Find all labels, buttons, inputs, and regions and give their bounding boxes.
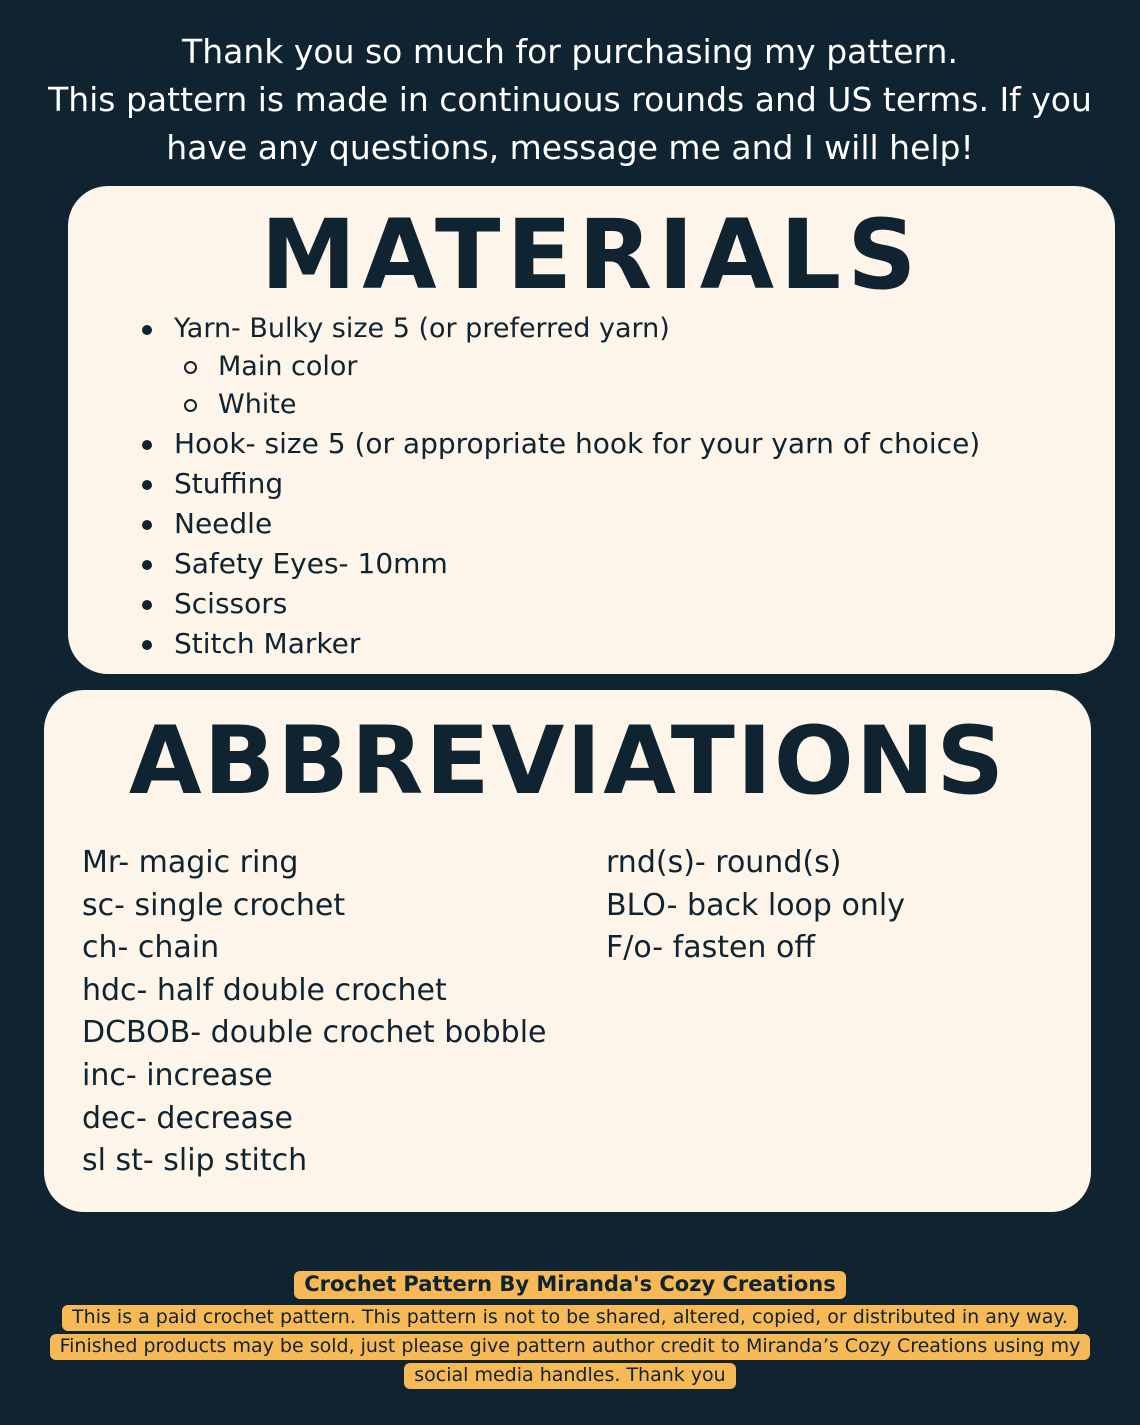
list-item: Safety Eyes- 10mm [140,544,980,584]
list-item: DCBOB- double crochet bobble [82,1015,547,1051]
abbreviations-right-column [606,842,905,970]
bullet-icon [142,624,152,664]
list-item: sl st- slip stitch [82,1143,308,1179]
list-item: rnd(s)- round(s) [606,845,842,880]
footer-title: Crochet Pattern By Miranda's Cozy Creations [294,1271,846,1299]
list-item: dec- decrease [82,1100,293,1136]
list-item: Scissors [140,584,980,624]
list-item: Yarn- Bulky size 5 (or preferred yarn) [140,310,980,348]
list-item: inc- increase [82,1057,273,1093]
list-item: Stuffing [140,464,980,504]
intro-line-1: Thank you so much for purchasing my pattern. [182,32,958,71]
bullet-icon [142,424,152,464]
list-item: BLO- back loop only [606,887,905,923]
list-item: Stitch Marker [140,624,980,664]
bullet-icon [142,464,152,504]
intro-line-2: This pattern is made in continuous rounds and US terms. If you [48,80,1092,119]
hollow-bullet-icon [184,386,197,424]
list-item: ch- chain [82,930,220,966]
bullet-icon [142,310,152,348]
abbreviations-left-column [82,842,547,1183]
bullet-icon [142,584,152,624]
abbreviations-heading: ABBREVIATIONS [128,707,1007,816]
abbreviations-card [44,690,1091,1212]
footer-notice-line-1: This is a paid crochet pattern. This pattern is not to be shared, altered, copied, or distributed in any way. [62,1305,1078,1331]
list-item: Main color [140,348,980,386]
bullet-icon [142,544,152,584]
list-item: F/o- fasten off [606,930,816,966]
bullet-icon [142,504,152,544]
list-item: White [140,386,980,424]
list-item: Needle [140,504,980,544]
footer-notice-row-1 [0,1305,1140,1331]
materials-list [140,310,980,664]
list-item: sc- single crochet [82,887,346,923]
footer-notice-line-2: Finished products may be sold, just please give pattern author credit to Miranda’s Cozy Creations using my [50,1334,1091,1360]
footer-notice-row-2 [0,1334,1140,1360]
intro-line-3: have any questions, message me and I will help! [166,128,974,167]
materials-heading: MATERIALS [260,199,923,311]
list-item: Hook- size 5 (or appropriate hook for your yarn of choice) [140,424,980,464]
hollow-bullet-icon [184,348,197,386]
list-item: hdc- half double crochet [82,972,447,1008]
intro-message [20,28,1120,172]
list-item: Mr- magic ring [82,845,299,880]
footer-title-row [0,1271,1140,1299]
footer-notice-line-3: social media handles. Thank you [404,1363,735,1389]
materials-card [68,186,1115,674]
footer-notice-row-3 [0,1363,1140,1389]
